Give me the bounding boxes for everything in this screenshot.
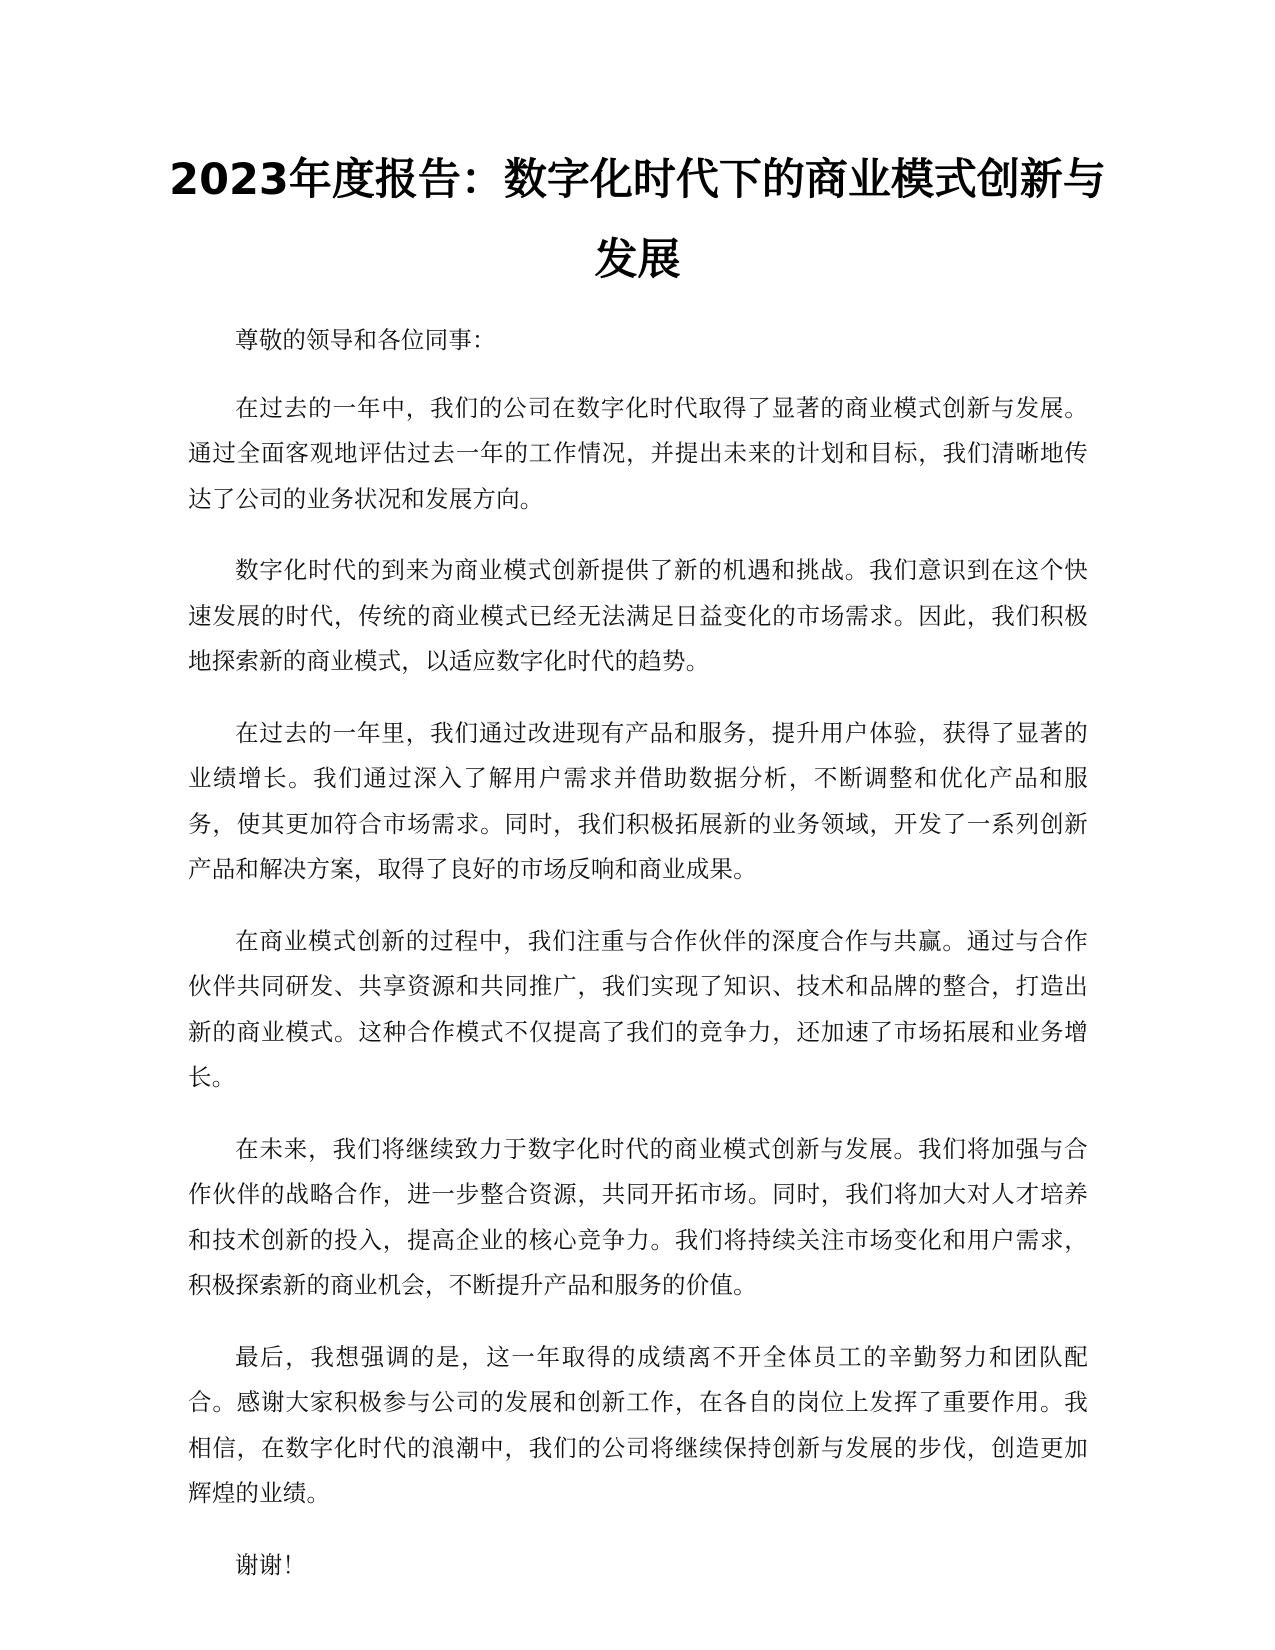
paragraph-4: 在商业模式创新的过程中，我们注重与合作伙伴的深度合作与共赢。通过与合作伙伴共同研发、共享资源和共同推广，我们实现了知识、技术和品牌的整合，打造出新的商业模式。这种合作模式不仅提高了我们的竞争力，还加速了市场拓展和业务增长。 <box>188 926 1088 1091</box>
paragraph-1: 在过去的一年中，我们的公司在数字化时代取得了显著的商业模式创新与发展。通过全面客观地评估过去一年的工作情况，并提出未来的计划和目标，我们清晰地传达了公司的业务状况和发展方向。 <box>188 393 1088 513</box>
paragraph-3: 在过去的一年里，我们通过改进现有产品和服务，提升用户体验，获得了显著的业绩增长。我们通过深入了解用户需求并借助数据分析，不断调整和优化产品和服务，使其更加符合市场需求。同时，我们积极拓展新的业务领域，开发了一系列创新产品和解决方案，取得了良好的市场反响和商业成果。 <box>188 718 1088 883</box>
paragraph-2: 数字化时代的到来为商业模式创新提供了新的机遇和挑战。我们意识到在这个快速发展的时代，传统的商业模式已经无法满足日益变化的市场需求。因此，我们积极地探索新的商业模式，以适应数字化时代的趋势。 <box>188 556 1088 675</box>
paragraph-6: 最后，我想强调的是，这一年取得的成绩离不开全体员工的辛勤努力和团队配合。感谢大家积极参与公司的发展和创新工作，在各自的岗位上发挥了重要作用。我相信，在数字化时代的浪潮中，我们的公司将继续保持创新与发展的步伐，创造更加辉煌的业绩。 <box>188 1342 1088 1507</box>
closing: 谢谢！ <box>235 1550 307 1579</box>
document-title: 2023年度报告：数字化时代下的商业模式创新与发展 <box>169 155 1106 285</box>
salutation: 尊敬的领导和各位同事： <box>235 326 496 354</box>
document-body <box>188 318 1088 1614</box>
paragraph-5: 在未来，我们将继续致力于数字化时代的商业模式创新与发展。我们将加强与合作伙伴的战略合作，进一步整合资源，共同开拓市场。同时，我们将加大对人才培养和技术创新的投入，提高企业的核心竞争力。我们将持续关注市场变化和用户需求，积极探索新的商业机会，不断提升产品和服务的价值。 <box>188 1134 1088 1299</box>
